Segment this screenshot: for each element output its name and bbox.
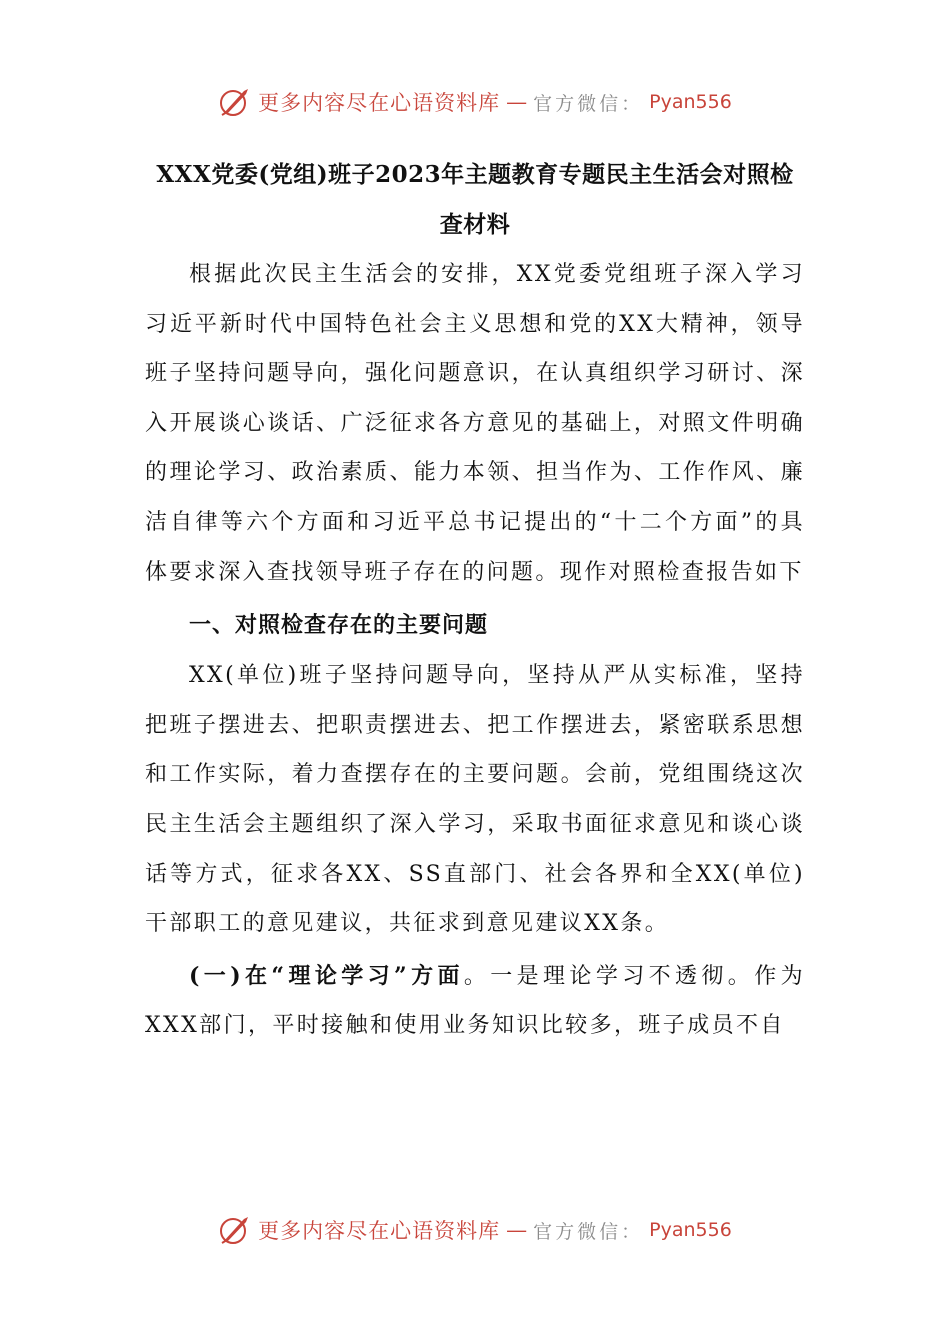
footer-watermark-banner [0, 1208, 950, 1252]
section-heading-1: 一、对照检查存在的主要问题 [189, 612, 489, 639]
banner-wechat-id: Pyan556 [649, 1219, 732, 1241]
banner-dash: — [506, 1218, 528, 1242]
banner-wechat-id: Pyan556 [649, 91, 732, 113]
header-watermark-banner [0, 80, 950, 124]
subsection-1-lead: (一)在“理论学习”方面 [189, 962, 464, 989]
banner-site-name: 更多内容尽在心语资料库 [258, 91, 501, 115]
document-body [145, 150, 805, 1051]
subsection-1-paragraph [145, 952, 805, 1051]
document-title: XXX党委(党组)班子2023年主题教育专题民主生活会对照检查材料 [156, 161, 794, 238]
banner-wechat-label: 官方微信： [533, 1220, 644, 1243]
banner-site-name: 更多内容尽在心语资料库 [258, 1219, 501, 1243]
intro-paragraph: 根据此次民主生活会的安排，XX党委党组班子深入学习习近平新时代中国特色社会主义思想和党的XX大精神，领导班子坚持问题导向，强化问题意识，在认真组织学习研讨、深入开展谈心谈话、广泛征求各方意见的基础上，对照文件明确的理论学习、政治素质、能力本领、担当作为、工作作风、廉洁自律等六个方面和习近平总书记提出的“十二个方面”的具体要求深入查找领导班子存在的问题。现作对照检查报告如下 [145, 262, 805, 585]
quill-pen-logo-icon [218, 85, 252, 119]
section-1-paragraph: XX(单位)班子坚持问题导向，坚持从严从实标准，坚持把班子摆进去、把职责摆进去、把工作摆进去，紧密联系思想和工作实际，着力查摆存在的主要问题。会前，党组围绕这次民主生活会主题组织了深入学习，采取书面征求意见和谈心谈话等方式，征求各XX、SS直部门、社会各界和全XX(单位)干部职工的意见建议，共征求到意见建议XX条。 [145, 663, 805, 937]
banner-wechat-label: 官方微信： [533, 92, 644, 115]
quill-pen-logo-icon [218, 1213, 252, 1247]
banner-dash: — [506, 90, 528, 114]
subsection-1-text: 。一是理论学习不透彻。作为XXX部门，平时接触和使用业务知识比较多，班子成员不自 [145, 963, 805, 1039]
